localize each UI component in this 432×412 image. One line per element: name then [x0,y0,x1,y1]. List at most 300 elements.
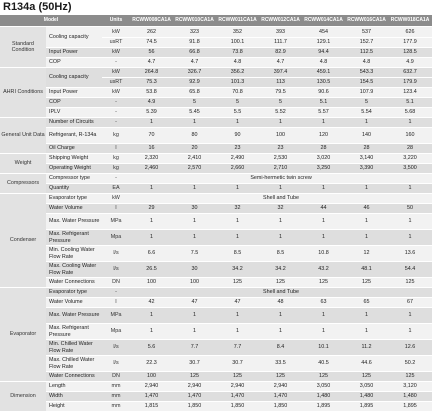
value-cell: 100 [173,278,216,288]
value-cell: 94.4 [302,48,345,58]
table-row [0,288,432,298]
unit-label: - [102,174,130,184]
value-cell: 1 [302,118,345,128]
unit-label: - [102,98,130,108]
spanning-value: Shell and Tube [130,288,432,298]
value-cell: 79.5 [259,88,302,98]
value-cell: 1 [302,214,345,230]
value-cell: 626 [388,27,432,38]
value-cell: 113 [259,78,302,88]
value-cell: 125 [388,372,432,382]
item-label: Number of Circuits [46,118,102,128]
table-row [0,298,432,308]
value-cell: 1 [259,184,302,194]
value-cell: 1 [302,184,345,194]
value-cell: 34.2 [259,262,302,278]
value-cell: 34.2 [216,262,259,278]
value-cell: 23 [259,144,302,154]
item-label: Cooling capacity [46,27,102,48]
value-cell: 75.3 [130,78,173,88]
value-cell: 8.5 [216,246,259,262]
value-cell: 5.1 [388,98,432,108]
unit-label: kW [102,48,130,58]
value-cell: 1,470 [216,392,259,402]
value-cell: 1 [345,230,388,246]
value-cell: 2,660 [216,164,259,174]
value-cell: 63 [302,298,345,308]
value-cell: 1 [130,308,173,324]
value-cell: 8.4 [259,340,302,356]
value-cell: 32 [216,204,259,214]
value-cell: 12.6 [388,340,432,356]
value-cell: 152.7 [345,38,388,48]
table-row [0,144,432,154]
value-cell: 54.4 [388,262,432,278]
value-cell: 4.9 [388,58,432,68]
value-cell: 50 [388,204,432,214]
table-row [0,98,432,108]
unit-label: kg [102,128,130,144]
item-label: Operating Weight [46,164,102,174]
value-cell: 1 [130,230,173,246]
value-cell: 5 [259,98,302,108]
value-cell: 4.8 [345,58,388,68]
value-cell: 1 [130,324,173,340]
unit-label: l/s [102,356,130,372]
value-cell: 125 [345,278,388,288]
value-cell: 2,570 [173,164,216,174]
item-label: Input Power [46,48,102,58]
table-row [0,204,432,214]
value-cell: 459.1 [302,68,345,78]
value-cell: 30.7 [216,356,259,372]
page-title: R134a (50Hz) [3,1,72,13]
value-cell: 73.8 [216,48,259,58]
item-label: Refrigerant, R-134a [46,128,102,144]
value-cell: 1 [345,184,388,194]
value-cell: 1 [259,118,302,128]
value-cell: 1 [302,324,345,340]
value-cell: 48 [259,298,302,308]
item-label: IPLV [46,108,102,118]
value-cell: 4.7 [259,58,302,68]
value-cell: 1 [173,230,216,246]
value-cell: 2,940 [216,382,259,392]
group-label: Weight [0,154,46,174]
value-cell: 1 [216,308,259,324]
value-cell: 1 [173,118,216,128]
value-cell: 70 [130,128,173,144]
value-cell: 5.57 [302,108,345,118]
value-cell: 65.8 [173,88,216,98]
value-cell: 1,850 [259,402,302,412]
header-units: Units [102,15,130,27]
value-cell: 107.9 [345,88,388,98]
table-row [0,340,432,356]
value-cell: 1 [216,214,259,230]
unit-label: l [102,298,130,308]
value-cell: 2,940 [130,382,173,392]
value-cell: 8.5 [259,246,302,262]
value-cell: 1,480 [345,392,388,402]
value-cell: 1 [345,214,388,230]
item-label: Min. Cooling Water Flow Rate [46,246,102,262]
value-cell: 26.5 [130,262,173,278]
item-label: Max. Refrigerant Pressure [46,230,102,246]
value-cell: 1 [130,214,173,230]
unit-label: MPa [102,308,130,324]
value-cell: 2,490 [216,154,259,164]
item-label: Max. Chilled Water Flow Rate [46,356,102,372]
value-cell: 111.7 [259,38,302,48]
value-cell: 4.8 [216,58,259,68]
spec-table [0,14,432,412]
table-row [0,262,432,278]
value-cell: 1,895 [388,402,432,412]
group-label: Standard Condition [0,27,46,68]
value-cell: 537 [345,27,388,38]
value-cell: 47 [173,298,216,308]
value-cell: 1 [259,214,302,230]
unit-label: kg [102,154,130,164]
value-cell: 125 [259,278,302,288]
group-label: AHRI Conditions [0,68,46,118]
value-cell: 5 [345,98,388,108]
group-label: Condenser [0,194,46,288]
table-row [0,48,432,58]
value-cell: 30 [173,262,216,278]
value-cell: 393 [259,27,302,38]
value-cell: 43.2 [302,262,345,278]
value-cell: 67 [388,298,432,308]
value-cell: 22.3 [130,356,173,372]
value-cell: 40.5 [302,356,345,372]
unit-label: EA [102,184,130,194]
value-cell: 4.7 [173,58,216,68]
value-cell: 5.52 [259,108,302,118]
item-label: Min. Chilled Water Flow Rate [46,340,102,356]
table-row [0,308,432,324]
value-cell: 1,815 [130,402,173,412]
table-row [0,356,432,372]
value-cell: 160 [388,128,432,144]
table-row [0,214,432,230]
value-cell: 100 [130,278,173,288]
table-row [0,372,432,382]
group-label: General Unit Data [0,118,46,154]
item-label: Oil Charge [46,144,102,154]
value-cell: 5.5 [216,108,259,118]
item-label: Water Connections [46,372,102,382]
value-cell: 82.9 [259,48,302,58]
value-cell: 1,850 [216,402,259,412]
value-cell: 92.9 [173,78,216,88]
value-cell: 2,530 [259,154,302,164]
value-cell: 5.39 [130,108,173,118]
value-cell: 3,390 [345,164,388,174]
value-cell: 1,850 [173,402,216,412]
value-cell: 1 [173,214,216,230]
value-cell: 13.6 [388,246,432,262]
value-cell: 1 [216,324,259,340]
value-cell: 28 [302,144,345,154]
value-cell: 5.68 [388,108,432,118]
value-cell: 1 [388,184,432,194]
value-cell: 1,480 [302,392,345,402]
value-cell: 7.5 [173,246,216,262]
value-cell: 125 [302,372,345,382]
value-cell: 3,020 [302,154,345,164]
value-cell: 125 [302,278,345,288]
group-label: Dimension [0,382,46,412]
header-model-name: RCWW018CA1A [388,15,432,27]
value-cell: 5.6 [130,340,173,356]
value-cell: 356.2 [216,68,259,78]
value-cell: 1 [302,230,345,246]
group-label: Compressors [0,174,46,194]
value-cell: 66.8 [173,48,216,58]
value-cell: 140 [345,128,388,144]
item-label: Cooling capacity [46,68,102,88]
value-cell: 543.3 [345,68,388,78]
value-cell: 100.1 [216,38,259,48]
table-row [0,402,432,412]
value-cell: 50.2 [388,356,432,372]
spanning-value: Semi-hermetic twin screw [130,174,432,184]
value-cell: 3,050 [345,382,388,392]
value-cell: 264.8 [130,68,173,78]
unit-label: - [102,108,130,118]
value-cell: 1 [388,324,432,340]
table-row [0,194,432,204]
value-cell: 3,050 [302,382,345,392]
value-cell: 74.5 [130,38,173,48]
value-cell: 129.1 [302,38,345,48]
value-cell: 1 [130,184,173,194]
value-cell: 1 [173,324,216,340]
header-row [0,15,432,27]
item-label: COP [46,58,102,68]
table-row [0,246,432,262]
value-cell: 1,895 [302,402,345,412]
table-row [0,392,432,402]
unit-label: DN [102,278,130,288]
header-model-name: RCWW011CA1A [216,15,259,27]
value-cell: 90.6 [302,88,345,98]
table-row [0,27,432,38]
value-cell: 48.1 [345,262,388,278]
value-cell: 7.7 [216,340,259,356]
header-model-name: RCWW016CA1A [345,15,388,27]
item-label: Quantity [46,184,102,194]
value-cell: 42 [130,298,173,308]
item-label: Compressor type [46,174,102,184]
item-label: Shipping Weight [46,154,102,164]
value-cell: 1,470 [259,392,302,402]
spec-body [0,27,432,412]
value-cell: 10.1 [302,340,345,356]
value-cell: 80 [173,128,216,144]
unit-label: l [102,144,130,154]
table-row [0,184,432,194]
unit-label: l [102,204,130,214]
value-cell: 29 [130,204,173,214]
unit-label: kg [102,164,130,174]
value-cell: 632.7 [388,68,432,78]
value-cell: 1 [173,184,216,194]
table-row [0,108,432,118]
value-cell: 1 [345,308,388,324]
value-cell: 1 [388,214,432,230]
value-cell: 1 [173,308,216,324]
unit-label: MPa [102,214,130,230]
header-model: Model [0,15,102,27]
item-label: Max. Water Pressure [46,214,102,230]
value-cell: 179.9 [388,78,432,88]
value-cell: 125 [173,372,216,382]
table-row [0,58,432,68]
value-cell: 23 [216,144,259,154]
value-cell: 262 [130,27,173,38]
value-cell: 30 [173,204,216,214]
item-label: Height [46,402,102,412]
value-cell: 125 [388,278,432,288]
value-cell: 5 [173,98,216,108]
value-cell: 2,940 [173,382,216,392]
table-row [0,164,432,174]
value-cell: 7.7 [173,340,216,356]
value-cell: 1,895 [345,402,388,412]
unit-label: l/s [102,340,130,356]
unit-label: - [102,288,130,298]
item-label: Evaporator type [46,288,102,298]
unit-label: usRT [102,38,130,48]
value-cell: 10.8 [302,246,345,262]
value-cell: 177.9 [388,38,432,48]
item-label: Width [46,392,102,402]
value-cell: 30.7 [173,356,216,372]
value-cell: 53.8 [130,88,173,98]
value-cell: 1 [259,230,302,246]
value-cell: 123.4 [388,88,432,98]
value-cell: 32 [259,204,302,214]
item-label: Water Connections [46,278,102,288]
value-cell: 454 [302,27,345,38]
value-cell: 28 [388,144,432,154]
value-cell: 2,410 [173,154,216,164]
value-cell: 91.8 [173,38,216,48]
unit-label: mm [102,402,130,412]
value-cell: 70.8 [216,88,259,98]
item-label: Input Power [46,88,102,98]
value-cell: 28 [345,144,388,154]
table-row [0,68,432,78]
value-cell: 3,500 [388,164,432,174]
value-cell: 397.4 [259,68,302,78]
value-cell: 1 [388,230,432,246]
value-cell: 326.7 [173,68,216,78]
item-label: COP [46,98,102,108]
value-cell: 130.5 [302,78,345,88]
header-model-name: RCWW008CA1A [130,15,173,27]
unit-label: DN [102,372,130,382]
unit-label: usRT [102,78,130,88]
value-cell: 3,220 [388,154,432,164]
item-label: Length [46,382,102,392]
item-label: Water Volume [46,298,102,308]
item-label: Max. Refrigerant Pressure [46,324,102,340]
value-cell: 4.7 [130,58,173,68]
item-label: Water Volume [46,204,102,214]
value-cell: 5.45 [173,108,216,118]
value-cell: 5.1 [302,98,345,108]
value-cell: 125 [345,372,388,382]
value-cell: 1,470 [173,392,216,402]
value-cell: 120 [302,128,345,144]
value-cell: 125 [259,372,302,382]
value-cell: 46 [345,204,388,214]
value-cell: 6.6 [130,246,173,262]
value-cell: 125 [216,372,259,382]
value-cell: 100 [130,372,173,382]
unit-label: kW [102,88,130,98]
unit-label: mm [102,382,130,392]
value-cell: 1 [259,308,302,324]
table-row [0,128,432,144]
value-cell: 44.6 [345,356,388,372]
table-row [0,88,432,98]
unit-label: kW [102,194,130,204]
value-cell: 2,320 [130,154,173,164]
table-row [0,382,432,392]
unit-label: Mpa [102,324,130,340]
value-cell: 12 [345,246,388,262]
value-cell: 1,470 [130,392,173,402]
table-row [0,174,432,184]
value-cell: 1 [216,184,259,194]
table-row [0,154,432,164]
value-cell: 2,710 [259,164,302,174]
item-label: Max. Cooling Water Flow Rate [46,262,102,278]
table-row [0,118,432,128]
value-cell: 1 [216,230,259,246]
value-cell: 1 [302,308,345,324]
value-cell: 47 [216,298,259,308]
value-cell: 2,460 [130,164,173,174]
value-cell: 33.5 [259,356,302,372]
unit-label: l/s [102,262,130,278]
value-cell: 1,480 [388,392,432,402]
value-cell: 16 [130,144,173,154]
unit-label: Mpa [102,230,130,246]
value-cell: 1 [259,324,302,340]
unit-label: kW [102,27,130,38]
table-row [0,278,432,288]
value-cell: 1 [388,118,432,128]
value-cell: 3,250 [302,164,345,174]
value-cell: 112.5 [345,48,388,58]
header-model-name: RCWW014CA1A [302,15,345,27]
value-cell: 3,120 [388,382,432,392]
spanning-value: Shell and Tube [130,194,432,204]
value-cell: 1 [345,118,388,128]
table-row [0,230,432,246]
header-model-name: RCWW012CA1A [259,15,302,27]
value-cell: 101.3 [216,78,259,88]
value-cell: 5 [216,98,259,108]
value-cell: 125 [216,278,259,288]
group-label: Evaporator [0,288,46,382]
